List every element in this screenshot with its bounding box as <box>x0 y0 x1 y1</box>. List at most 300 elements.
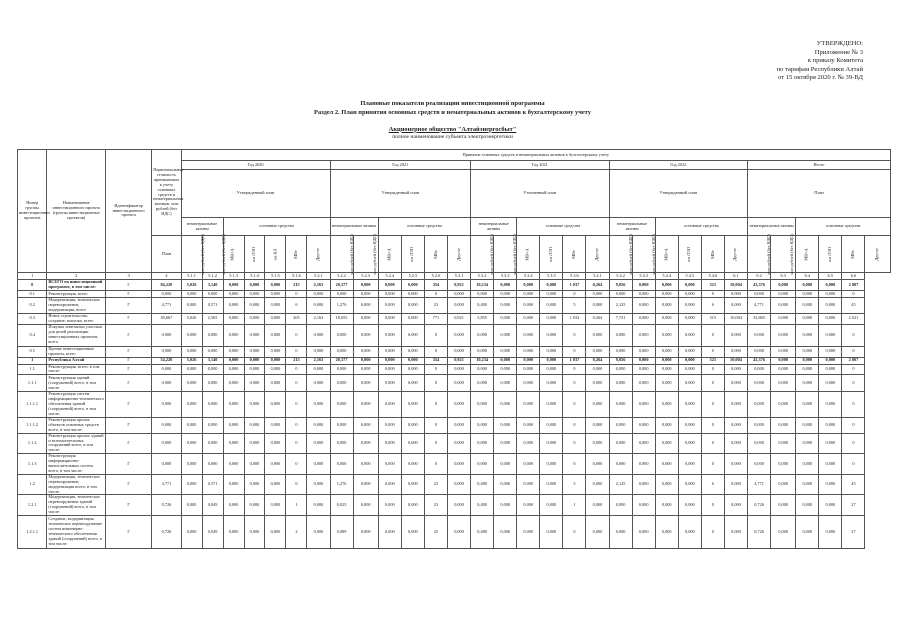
row-value: 0,000 <box>353 474 378 495</box>
row-value: 0,000 <box>494 375 517 392</box>
table-row <box>18 324 891 346</box>
row-value: 0 <box>842 454 865 475</box>
row-value: 0,921 <box>447 280 470 291</box>
row-value: 0,000 <box>401 291 424 298</box>
header-unit-4-3 <box>819 236 842 273</box>
row-value: 0,000 <box>517 433 540 454</box>
row-value: 0,000 <box>724 298 747 314</box>
row-value: 0,000 <box>202 291 223 298</box>
header-unit-4-5 <box>865 236 891 273</box>
row-value: 0,000 <box>678 392 701 418</box>
row-value: 5,855 <box>471 313 494 324</box>
row-value: 0,000 <box>378 375 401 392</box>
row-value: 0,000 <box>307 433 330 454</box>
row-value: 1 <box>563 495 586 516</box>
header-unit-label: км ЛЭП <box>251 246 257 262</box>
row-value: 0,000 <box>632 324 655 346</box>
row-value: 0,000 <box>330 417 353 433</box>
header-name: Наименование инвестиционного проекта (группы инвестиционных проектов) <box>47 150 106 273</box>
row-value: 45 <box>842 298 865 314</box>
table-row <box>18 516 891 549</box>
row-name: Модернизация, техническое перевооружение, модернизация всего, в том числе: <box>47 474 106 495</box>
row-id: Г <box>106 474 152 495</box>
row-value: 0,000 <box>724 474 747 495</box>
row-value: 0,049 <box>202 495 223 516</box>
row-value: 0,000 <box>632 454 655 475</box>
row-value: 0,000 <box>244 291 265 298</box>
column-number: 2 <box>47 273 106 280</box>
row-value: 0,000 <box>181 495 202 516</box>
header-unit-label: МВт <box>432 249 438 259</box>
row-value: 1,276 <box>330 298 353 314</box>
row-value: 0,000 <box>494 392 517 418</box>
row-value: 0,000 <box>494 313 517 324</box>
approval-line: к приказу Комитета <box>807 57 863 65</box>
row-value: 0,000 <box>152 324 181 346</box>
row-value: 0,000 <box>540 280 563 291</box>
investment-table <box>17 149 891 549</box>
row-value: 0,000 <box>307 474 330 495</box>
row-value: 6 <box>286 474 307 495</box>
row-value: 0,000 <box>819 375 842 392</box>
row-value: 0,000 <box>540 313 563 324</box>
row-value: 0,000 <box>447 495 470 516</box>
row-value: 0,000 <box>471 346 494 357</box>
row-value: 0,000 <box>724 433 747 454</box>
column-number: 5.2.3 <box>353 273 378 280</box>
header-unit-label: млн рублей (без НДС) <box>371 233 377 275</box>
row-value: 0,000 <box>401 280 424 291</box>
row-value: 0,000 <box>447 454 470 475</box>
row-value: 0 <box>286 346 307 357</box>
row-value: 0,000 <box>223 346 244 357</box>
row-value: 0,049 <box>202 516 223 549</box>
column-number: 5.3.5 <box>540 273 563 280</box>
row-value: 1 032 <box>563 313 586 324</box>
row-value: 0,000 <box>819 516 842 549</box>
row-value: 0 <box>842 417 865 433</box>
header-unit-1-4 <box>424 236 447 273</box>
row-value: 521 <box>701 280 724 291</box>
row-value: 0,000 <box>353 454 378 475</box>
row-value: 0,000 <box>223 392 244 418</box>
row-value: 0,000 <box>265 346 286 357</box>
column-number: 5.4.2 <box>609 273 632 280</box>
row-value: 0,000 <box>540 454 563 475</box>
column-number: 5.2.4 <box>378 273 401 280</box>
row-value: 0,000 <box>181 364 202 375</box>
table-row <box>18 291 891 298</box>
row-value: 0,000 <box>494 324 517 346</box>
row-value: 0,000 <box>771 417 796 433</box>
row-value: 0 <box>424 392 447 418</box>
row-name: Модернизация, техническое перевооружение зданий (сооружений) всего, в том числе: <box>47 495 106 516</box>
approval-line: УТВЕРЖДЕНО: <box>816 40 863 47</box>
row-value: 0,000 <box>401 433 424 454</box>
row-value: 0,000 <box>517 375 540 392</box>
row-value: 0,000 <box>181 392 202 418</box>
row-value: 0,000 <box>494 454 517 475</box>
approval-line: Приложение № 3 <box>814 48 863 56</box>
row-value: 0,000 <box>517 364 540 375</box>
row-value: 0,000 <box>152 392 181 418</box>
row-value: 0,000 <box>181 474 202 495</box>
header-unit-label: млн рублей (без НДС) <box>627 233 633 275</box>
row-value: 0,000 <box>796 346 819 357</box>
column-number: 5.4.1 <box>586 273 609 280</box>
row-id: Г <box>106 417 152 433</box>
row-value: 0,000 <box>307 392 330 418</box>
table-row <box>18 375 891 392</box>
row-value: 0,000 <box>724 495 747 516</box>
row-value: 0,000 <box>724 346 747 357</box>
header-updated-2021: Уточненный план <box>471 170 609 218</box>
row-value: 0 <box>563 516 586 549</box>
row-value: 0,000 <box>748 375 771 392</box>
row-value: 0,000 <box>447 516 470 549</box>
row-value: 0,000 <box>223 324 244 346</box>
row-name: Реконструкция зданий (сооружений) всего, в том числе: <box>47 375 106 392</box>
header-unit-label: МВ×А <box>386 247 392 261</box>
row-value: 0,000 <box>540 474 563 495</box>
approval-line: по тарифам Республики Алтай <box>776 65 863 73</box>
row-value: 0,000 <box>330 454 353 475</box>
row-value: 10,004 <box>724 313 747 324</box>
header-year-2021a: Год 2021 <box>330 161 471 170</box>
row-value: 0,000 <box>494 357 517 364</box>
row-value: 0,000 <box>678 417 701 433</box>
row-value: 0,000 <box>609 324 632 346</box>
row-value: 0,000 <box>330 291 353 298</box>
row-value: 0,000 <box>494 291 517 298</box>
row-value: 0,000 <box>378 313 401 324</box>
row-value: 0,000 <box>517 474 540 495</box>
row-value: 0,480 <box>471 516 494 549</box>
row-value: 2,163 <box>307 313 330 324</box>
row-value: 0,000 <box>609 495 632 516</box>
row-value: 2,125 <box>609 298 632 314</box>
row-value: 0 <box>701 291 724 298</box>
row-value: 0,000 <box>819 364 842 375</box>
row-value: 0 <box>842 364 865 375</box>
row-value: 0,000 <box>401 357 424 364</box>
table-row <box>18 298 891 314</box>
row-value: 0,000 <box>771 280 796 291</box>
row-value: 0,000 <box>401 364 424 375</box>
row-value: 0,000 <box>353 346 378 357</box>
row-value: 0,000 <box>353 392 378 418</box>
row-value: 9,856 <box>609 357 632 364</box>
row-value: 0,000 <box>796 516 819 549</box>
row-value: 0 <box>563 375 586 392</box>
header-plan-total: План <box>748 170 891 218</box>
row-value: 0,000 <box>796 364 819 375</box>
row-value: 0,000 <box>796 474 819 495</box>
row-id: Г <box>106 280 152 291</box>
row-value: 0,000 <box>517 298 540 314</box>
organization-caption: полное наименование субъекта электроэнергетики <box>392 134 513 141</box>
row-value: 0,000 <box>609 417 632 433</box>
column-number: 4 <box>152 273 181 280</box>
row-value: 0,000 <box>244 313 265 324</box>
row-value: 0,000 <box>609 433 632 454</box>
row-value: 0,726 <box>152 495 181 516</box>
row-value: 0,000 <box>244 516 265 549</box>
header-unit-0-5 <box>286 236 307 273</box>
row-value: 0,000 <box>244 495 265 516</box>
row-value: 0,000 <box>609 291 632 298</box>
row-value: 0,000 <box>244 324 265 346</box>
row-value: 0,000 <box>353 433 378 454</box>
row-value: 0,000 <box>307 516 330 549</box>
row-value: 0,000 <box>819 357 842 364</box>
row-value: 0,000 <box>655 324 678 346</box>
row-value: 0,000 <box>181 346 202 357</box>
row-value: 0,000 <box>181 324 202 346</box>
header-unit-label: МВ×А <box>524 247 530 261</box>
row-value: 0,000 <box>401 324 424 346</box>
row-value: 0,000 <box>494 364 517 375</box>
row-value: 0,000 <box>152 433 181 454</box>
row-value: 0,000 <box>307 364 330 375</box>
row-value: 0,000 <box>724 516 747 549</box>
header-unit-4-4 <box>842 236 865 273</box>
column-number: 5.2.5 <box>401 273 424 280</box>
header-intangible-0: нематериальные активы <box>181 218 223 236</box>
row-value: 0,264 <box>586 280 609 291</box>
row-value: 0,000 <box>655 516 678 549</box>
row-value: 0,000 <box>632 474 655 495</box>
row-value: 0,000 <box>632 313 655 324</box>
table-row <box>18 280 891 291</box>
row-value: 0,000 <box>819 454 842 475</box>
row-value: 45 <box>842 474 865 495</box>
header-unit-label: Другое <box>874 247 880 261</box>
row-id: Г <box>106 495 152 516</box>
row-name: Создание, модернизация, техническое перевооружение систем инженерно-технического обеспечения зданий (сооружений) всего, в том числе: <box>47 516 106 549</box>
row-value: 0,000 <box>586 454 609 475</box>
header-unit-label: млн рублей (без НДС) <box>765 233 771 275</box>
row-value: 0 <box>286 364 307 375</box>
header-plan-value: Первоначальная стоимость принимаемых к учету основных средств и нематериальных активов, млн рублей (без НДС) <box>152 150 181 236</box>
row-value: 0,000 <box>265 392 286 418</box>
row-value: 0,000 <box>609 516 632 549</box>
row-value: 0,000 <box>655 392 678 418</box>
row-value: 0,000 <box>401 313 424 324</box>
row-value: 0 <box>286 433 307 454</box>
row-value: 0,000 <box>771 324 796 346</box>
row-value: 0,000 <box>353 324 378 346</box>
row-value: 0 <box>701 392 724 418</box>
row-value: 0,000 <box>471 454 494 475</box>
row-value: 0,000 <box>307 375 330 392</box>
row-value: 0,000 <box>517 324 540 346</box>
row-value: 0,000 <box>244 433 265 454</box>
row-value: 0,000 <box>771 454 796 475</box>
row-value: 0,000 <box>678 346 701 357</box>
row-value: 0,000 <box>471 433 494 454</box>
row-number: 0.2 <box>18 298 47 314</box>
column-number: 5.3.6 <box>563 273 586 280</box>
row-value: 2,125 <box>609 474 632 495</box>
row-value: 0 <box>701 364 724 375</box>
row-value: 0,000 <box>307 417 330 433</box>
row-value: 0,000 <box>540 291 563 298</box>
row-value: 0,000 <box>655 280 678 291</box>
row-value: 0,000 <box>202 454 223 475</box>
row-value: 0,000 <box>748 364 771 375</box>
row-value: 0,000 <box>586 516 609 549</box>
row-value: 0,000 <box>517 516 540 549</box>
row-value: 0,000 <box>447 364 470 375</box>
document-title: Плановые показатели реализации инвестиционной программы <box>360 100 545 107</box>
row-value: 0,000 <box>586 324 609 346</box>
header-unit-label: км ЛЭП <box>686 246 692 262</box>
header-unit-label: млн рублей (без НДС) <box>199 233 205 275</box>
row-value: 0 <box>563 417 586 433</box>
row-value: 0,000 <box>540 357 563 364</box>
row-id: Г <box>106 346 152 357</box>
row-value: 0,000 <box>494 417 517 433</box>
row-value: 0,000 <box>678 280 701 291</box>
row-value: 0,000 <box>540 375 563 392</box>
row-value: 0,000 <box>471 417 494 433</box>
row-number: 0 <box>18 280 47 291</box>
row-value: 4,771 <box>152 474 181 495</box>
row-value: 18,055 <box>330 313 353 324</box>
row-value: 0,000 <box>152 417 181 433</box>
row-value: 0,000 <box>447 433 470 454</box>
header-unit-0-3 <box>244 236 265 273</box>
row-value: 0,000 <box>494 495 517 516</box>
row-value: 0,000 <box>724 291 747 298</box>
row-value: 0,000 <box>223 516 244 549</box>
row-id: Г <box>106 357 152 364</box>
row-value: 20,377 <box>330 357 353 364</box>
row-value: 0,000 <box>771 291 796 298</box>
row-value: 0 <box>701 516 724 549</box>
row-value: 2 807 <box>842 280 865 291</box>
row-value: 6 <box>286 298 307 314</box>
row-value: 0,000 <box>771 346 796 357</box>
row-number: 1.1.1.1 <box>18 392 47 418</box>
header-approved-2020: Утвержденный план <box>181 170 330 218</box>
header-unit-label: МВт <box>570 249 576 259</box>
row-value: 0,000 <box>632 357 655 364</box>
row-value: 0,000 <box>586 364 609 375</box>
row-value: 0,000 <box>517 346 540 357</box>
row-value: 0,000 <box>771 375 796 392</box>
row-value: 0 <box>424 364 447 375</box>
header-unit-label: млн рублей (без НДС) <box>788 233 794 275</box>
row-value: 0,000 <box>678 298 701 314</box>
row-value: 0,000 <box>678 433 701 454</box>
header-unit-3-5 <box>724 236 747 273</box>
row-value: 0,000 <box>771 392 796 418</box>
row-value: 0,000 <box>609 346 632 357</box>
row-value: 0,000 <box>632 364 655 375</box>
row-value: 0,000 <box>748 454 771 475</box>
row-value: 0,000 <box>223 291 244 298</box>
column-number: 6.5 <box>819 273 842 280</box>
row-number: 0.1 <box>18 291 47 298</box>
header-unit-label: МВт <box>849 249 855 259</box>
row-value: 0 <box>701 454 724 475</box>
row-value: 0,000 <box>796 454 819 475</box>
row-value: 0 <box>842 433 865 454</box>
row-value: 0,000 <box>353 298 378 314</box>
row-value: 205 <box>286 313 307 324</box>
row-value: 0,000 <box>678 495 701 516</box>
column-number: 5.1.4 <box>244 273 265 280</box>
row-value: 33,865 <box>748 313 771 324</box>
row-value: 0,000 <box>517 313 540 324</box>
header-unit-label: Другое <box>315 247 320 261</box>
row-value: 1 037 <box>563 357 586 364</box>
row-value: 0,000 <box>655 313 678 324</box>
row-value: 0,000 <box>494 433 517 454</box>
row-value: 0 <box>701 375 724 392</box>
row-value: 0,000 <box>796 291 819 298</box>
column-number: 5.1.1 <box>181 273 202 280</box>
row-id: Г <box>106 375 152 392</box>
row-value: 0,000 <box>223 433 244 454</box>
header-fixed-1: основные средства <box>378 218 470 236</box>
row-value: 0,000 <box>655 298 678 314</box>
row-value: 3,140 <box>202 357 223 364</box>
row-value: 0,726 <box>152 516 181 549</box>
column-number: 5.2.1 <box>307 273 330 280</box>
row-value: 0,000 <box>771 357 796 364</box>
row-value: 0,000 <box>330 346 353 357</box>
row-value: 0,000 <box>202 417 223 433</box>
row-value: 0,000 <box>244 357 265 364</box>
header-unit-2-4 <box>563 236 586 273</box>
row-value: 0,000 <box>678 516 701 549</box>
row-value: 27 <box>842 495 865 516</box>
row-value: 0,000 <box>724 375 747 392</box>
table-row <box>18 313 891 324</box>
row-value: 0 <box>842 291 865 298</box>
row-value: 0,000 <box>265 495 286 516</box>
column-number: 5.1.3 <box>223 273 244 280</box>
column-number: 5.3.3 <box>494 273 517 280</box>
row-name: Новое строительство, создание, покупка, всего <box>47 313 106 324</box>
column-number: 5.4.4 <box>655 273 678 280</box>
row-value: 0,000 <box>152 364 181 375</box>
row-value: 0,000 <box>748 392 771 418</box>
row-value: 0 <box>563 392 586 418</box>
row-value: 0,000 <box>586 346 609 357</box>
row-value: 2,163 <box>307 280 330 291</box>
table-row <box>18 364 891 375</box>
row-value: 0,000 <box>471 392 494 418</box>
row-value: 0,000 <box>378 364 401 375</box>
header-unit-2-2 <box>517 236 540 273</box>
row-value: 0,000 <box>724 392 747 418</box>
row-value: 0,000 <box>265 364 286 375</box>
row-value: 0,000 <box>517 291 540 298</box>
row-value: 1 <box>286 495 307 516</box>
row-value: 0 <box>563 433 586 454</box>
column-number: 5.3.4 <box>517 273 540 280</box>
row-value: 0,000 <box>796 392 819 418</box>
column-number: 6.6 <box>842 273 865 280</box>
row-value: 0 <box>424 324 447 346</box>
row-value: 0,000 <box>471 291 494 298</box>
header-unit-label: км КЛ <box>272 248 278 260</box>
row-value: 0 <box>701 433 724 454</box>
